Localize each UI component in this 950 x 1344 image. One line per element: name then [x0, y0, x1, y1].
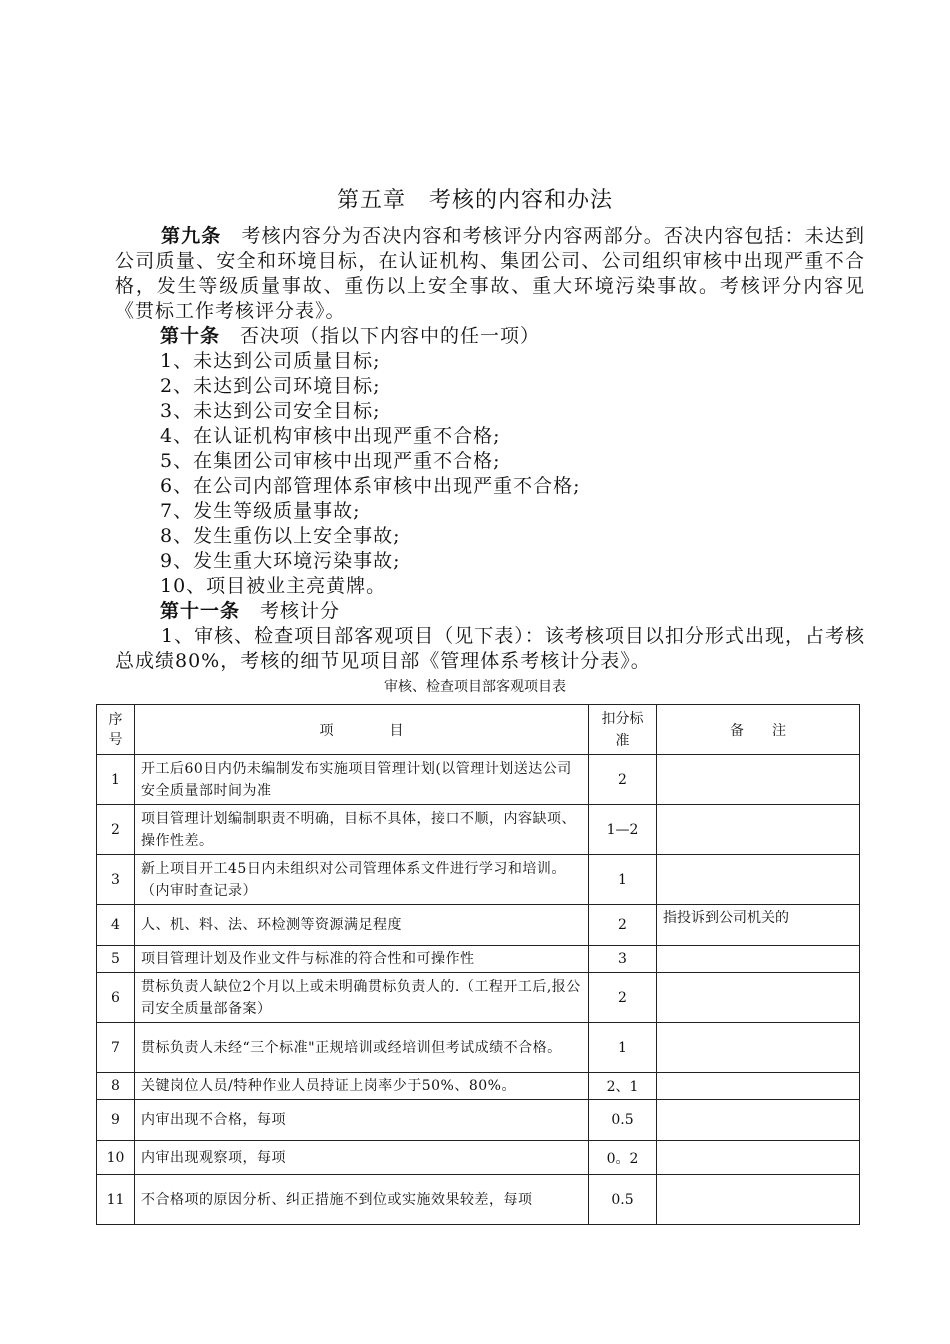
table-row	[97, 1073, 860, 1100]
table-row	[97, 1023, 860, 1073]
row-note: 指投诉到公司机关的	[657, 905, 860, 946]
row-item: 关键岗位人员/特种作业人员持证上岗率少于50%、80%。	[135, 1073, 589, 1100]
table-row	[97, 755, 860, 805]
veto-item: 3、未达到公司安全目标;	[160, 400, 381, 422]
row-note	[657, 973, 860, 1023]
table-header-row	[97, 705, 860, 755]
veto-item: 5、在集团公司审核中出现严重不合格;	[160, 450, 501, 472]
row-num: 10	[97, 1141, 135, 1175]
row-item: 不合格项的原因分析、纠正措施不到位或实施效果较差，每项	[135, 1175, 589, 1225]
table-row	[97, 1100, 860, 1141]
article-10-label: 第十条	[160, 325, 221, 347]
row-item: 内审出现不合格，每项	[135, 1100, 589, 1141]
article-9-text: 考核内容分为否决内容和考核评分内容两部分。否决内容包括：未达到公司质量、安全和环境目标，在认证机构、集团公司、公司组织审核中出现严重不合格，发生等级质量事故、重伤以上安全事故、重大环境污染事故。考核评分内容见《贯标工作考核评分表》。	[115, 225, 865, 322]
veto-item: 1、未达到公司质量目标;	[160, 350, 381, 372]
article-10-heading	[160, 324, 540, 349]
row-num: 3	[97, 855, 135, 905]
header-points: 扣分标准	[589, 705, 657, 755]
article-11-heading	[160, 599, 340, 624]
table-caption: 审核、检查项目部客观项目表	[384, 679, 566, 695]
row-note	[657, 946, 860, 973]
veto-item: 6、在公司内部管理体系审核中出现严重不合格;	[160, 475, 581, 497]
row-note	[657, 855, 860, 905]
row-note	[657, 1100, 860, 1141]
row-num: 11	[97, 1175, 135, 1225]
header-note: 备 注	[657, 705, 860, 755]
row-points: 2	[589, 755, 657, 805]
row-num: 9	[97, 1100, 135, 1141]
row-points: 0.5	[589, 1100, 657, 1141]
row-num: 2	[97, 805, 135, 855]
row-points: 0.5	[589, 1175, 657, 1225]
table-row	[97, 905, 860, 946]
row-note	[657, 1073, 860, 1100]
article-11-text: 考核计分	[240, 600, 341, 622]
row-points: 2	[589, 905, 657, 946]
row-num: 6	[97, 973, 135, 1023]
row-note	[657, 805, 860, 855]
table-row	[97, 1141, 860, 1175]
row-note	[657, 755, 860, 805]
row-item: 开工后60日内仍未编制发布实施项目管理计划(以管理计划送达公司安全质量部时间为准	[135, 755, 589, 805]
row-item: 贯标负责人缺位2个月以上或未明确贯标负责人的.（工程开工后,报公司安全质量部备案）	[135, 973, 589, 1023]
row-item: 贯标负责人未经“三个标准"正规培训或经培训但考试成绩不合格。	[135, 1023, 589, 1073]
header-item: 项 目	[135, 705, 589, 755]
row-item: 项目管理计划及作业文件与标准的符合性和可操作性	[135, 946, 589, 973]
row-item: 内审出现观察项，每项	[135, 1141, 589, 1175]
veto-item: 2、未达到公司环境目标;	[160, 375, 381, 397]
row-points: 2	[589, 973, 657, 1023]
row-num: 5	[97, 946, 135, 973]
veto-item: 9、发生重大环境污染事故;	[160, 550, 401, 572]
row-num: 7	[97, 1023, 135, 1073]
article-11-label: 第十一条	[160, 600, 241, 622]
row-points: 1	[589, 855, 657, 905]
row-points: 1—2	[589, 805, 657, 855]
row-item: 项目管理计划编制职责不明确，目标不具体，接口不顺，内容缺项、操作性差。	[135, 805, 589, 855]
table-row	[97, 805, 860, 855]
row-num: 4	[97, 905, 135, 946]
table-row	[97, 855, 860, 905]
chapter-title: 第五章 考核的内容和办法	[336, 188, 613, 213]
row-num: 8	[97, 1073, 135, 1100]
row-points: 0。2	[589, 1141, 657, 1175]
table-row	[97, 946, 860, 973]
veto-item: 8、发生重伤以上安全事故;	[160, 525, 401, 547]
table-body	[97, 755, 860, 1225]
table-row	[97, 1175, 860, 1225]
table-row	[97, 973, 860, 1023]
row-note	[657, 1141, 860, 1175]
row-item: 人、机、料、法、环检测等资源满足程度	[135, 905, 589, 946]
row-points: 2、1	[589, 1073, 657, 1100]
article-10-text: 否决项（指以下内容中的任一项）	[220, 325, 541, 347]
article-9-label: 第九条	[161, 225, 222, 247]
row-points: 3	[589, 946, 657, 973]
row-num: 1	[97, 755, 135, 805]
row-note	[657, 1175, 860, 1225]
audit-table	[96, 704, 860, 1225]
row-item: 新上项目开工45日内未组织对公司管理体系文件进行学习和培训。（内审时查记录）	[135, 855, 589, 905]
veto-item: 4、在认证机构审核中出现严重不合格;	[160, 425, 501, 447]
article-11-paragraph: 1、审核、检查项目部客观项目（见下表）：该考核项目以扣分形式出现，占考核总成绩80%，考核的细节见项目部《管理体系考核计分表》。	[115, 625, 865, 672]
row-note	[657, 1023, 860, 1073]
header-num: 序号	[97, 705, 135, 755]
article-9	[115, 224, 865, 324]
veto-item: 10、项目被业主亮黄牌。	[160, 575, 387, 597]
row-points: 1	[589, 1023, 657, 1073]
veto-item: 7、发生等级质量事故;	[160, 500, 361, 522]
